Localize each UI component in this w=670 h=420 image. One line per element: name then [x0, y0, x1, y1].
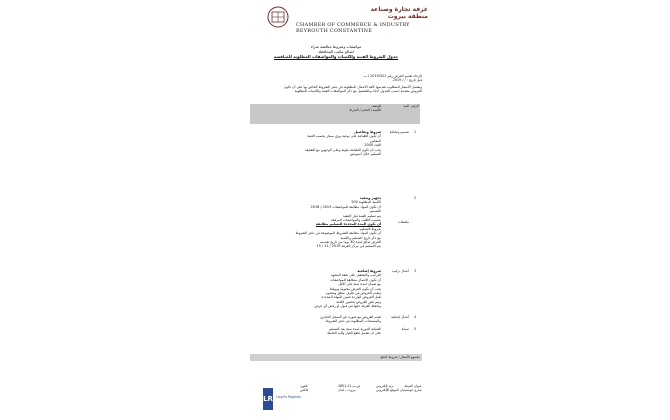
table-row: 2 ملصقات تجهيز وتنفيذ الكمية المطلوبة 500 أن تكون المواد مطابقة للمواصفات 2019 / 2018 التصميم يتم تسليم العينة قبل التنفيذ بحسب الطلب والمواصفات المرفقة أن تكون المدة المحددة للتسليم مطابقة شروط التسليم أن تكون المواد مطابقة للشروط الموضوعة في دفتر الشروط مع ذكر تاريخ التسليم والكمية العرض صالح لمدة 30 يوما من تاريخ تقديمه يتم التسليم في مركز الغرفة 2019 / 11 / 15 [295, 196, 417, 249]
table-row: 4 أعمال إضافية تقدم العروض مع صورة عن السجل التجاري والمستندات المطلوبة في دفتر الشروط [320, 315, 417, 324]
chamber-logo [264, 6, 292, 28]
org-name-english: CHAMBER OF COMMERCE & INDUSTRY BEYROUTH CONSTANTINE [296, 22, 410, 34]
title-line-3: جدول الشروط الفنية والكميات والمواصفات المطلوبة للمناقصة [273, 54, 399, 59]
table-header-row [250, 104, 420, 124]
footer-contact-3: بريد إلكتروني الموقع الإلكتروني [376, 384, 399, 393]
table-row: 3 أعمال تركيب شروط إضافية التركيب والتشغيل على نفقة المتعهد أن تكون الأعمال مطابقة للمواصفات مع ضمان لمدة سنة على الأقل يجب أن يكون العرض مختوما وموقعا وتقدم العروض في ظرف مغلق ومختوم تقبل العروض الواردة ضمن المهلة المحددة ويتم فض العروض بحضور اللجنة وتحفظ الغرفة حقها في قبول أو رفض أي عرض [314, 269, 417, 309]
footer-brand: Lloyd's Register [276, 395, 302, 399]
table-footer-total: مجموع الأسعار / شروط الدفع [250, 354, 422, 361]
header-item: البند [403, 104, 409, 108]
intro-text [250, 74, 422, 94]
intro-line: العروض مقدمة حسب الجدول أدناه وبالتفصيل مع ذكر المواصفات الفنية والكميات المطلوبة [294, 89, 422, 94]
table-row: 1 تصميم وطباعة شروط وتفاصيل أن تكون الطباعة على نوعية ورق ممتاز بحسب العينة المقاس العدد 2000 يجب أن تكون الطباعة ملونة وعلى الوجهين مع التغليف التسليم خلال أسبوعين [304, 130, 417, 157]
header-number: الرقم [411, 104, 419, 108]
intro-line: قبل تاريخ : / / 2019 [392, 78, 422, 83]
specs-table [250, 104, 420, 339]
header-description: الوصف الكمية / الحجم / الشرط [349, 104, 381, 112]
title-line-2: لصالح مكتب المحافظة [318, 49, 354, 54]
footer-contact-1: تلفون فاكس [300, 384, 309, 393]
org-name-arabic: غرفة تجارة وصناعة منطقة بيروت [370, 6, 428, 20]
footer-contact-4: عنوان الغرفة شارع جوستينيان [400, 384, 422, 393]
intro-line: وتشمل الأسعار المطلوب تقديمها كافة الأعمال المطلوبة في دفتر الشروط الخاص بها على أن تكون [283, 84, 422, 89]
title-line-1: مواصفات وشروط مناقصة شراء [310, 44, 362, 49]
document-title [250, 44, 422, 59]
table-row: 5 صيانة الصيانة الدورية لمدة سنة بعد التسليم على أن تشمل قطع الغيار واليد العاملة [327, 327, 417, 336]
footer-contact-2: ص.ب 11-1801 بيروت - لبنان [338, 384, 361, 393]
intro-line: الرجاء تقديم العرض رقم 2019/321 / ب [363, 74, 422, 78]
lloyds-register-logo: LR [263, 388, 273, 410]
